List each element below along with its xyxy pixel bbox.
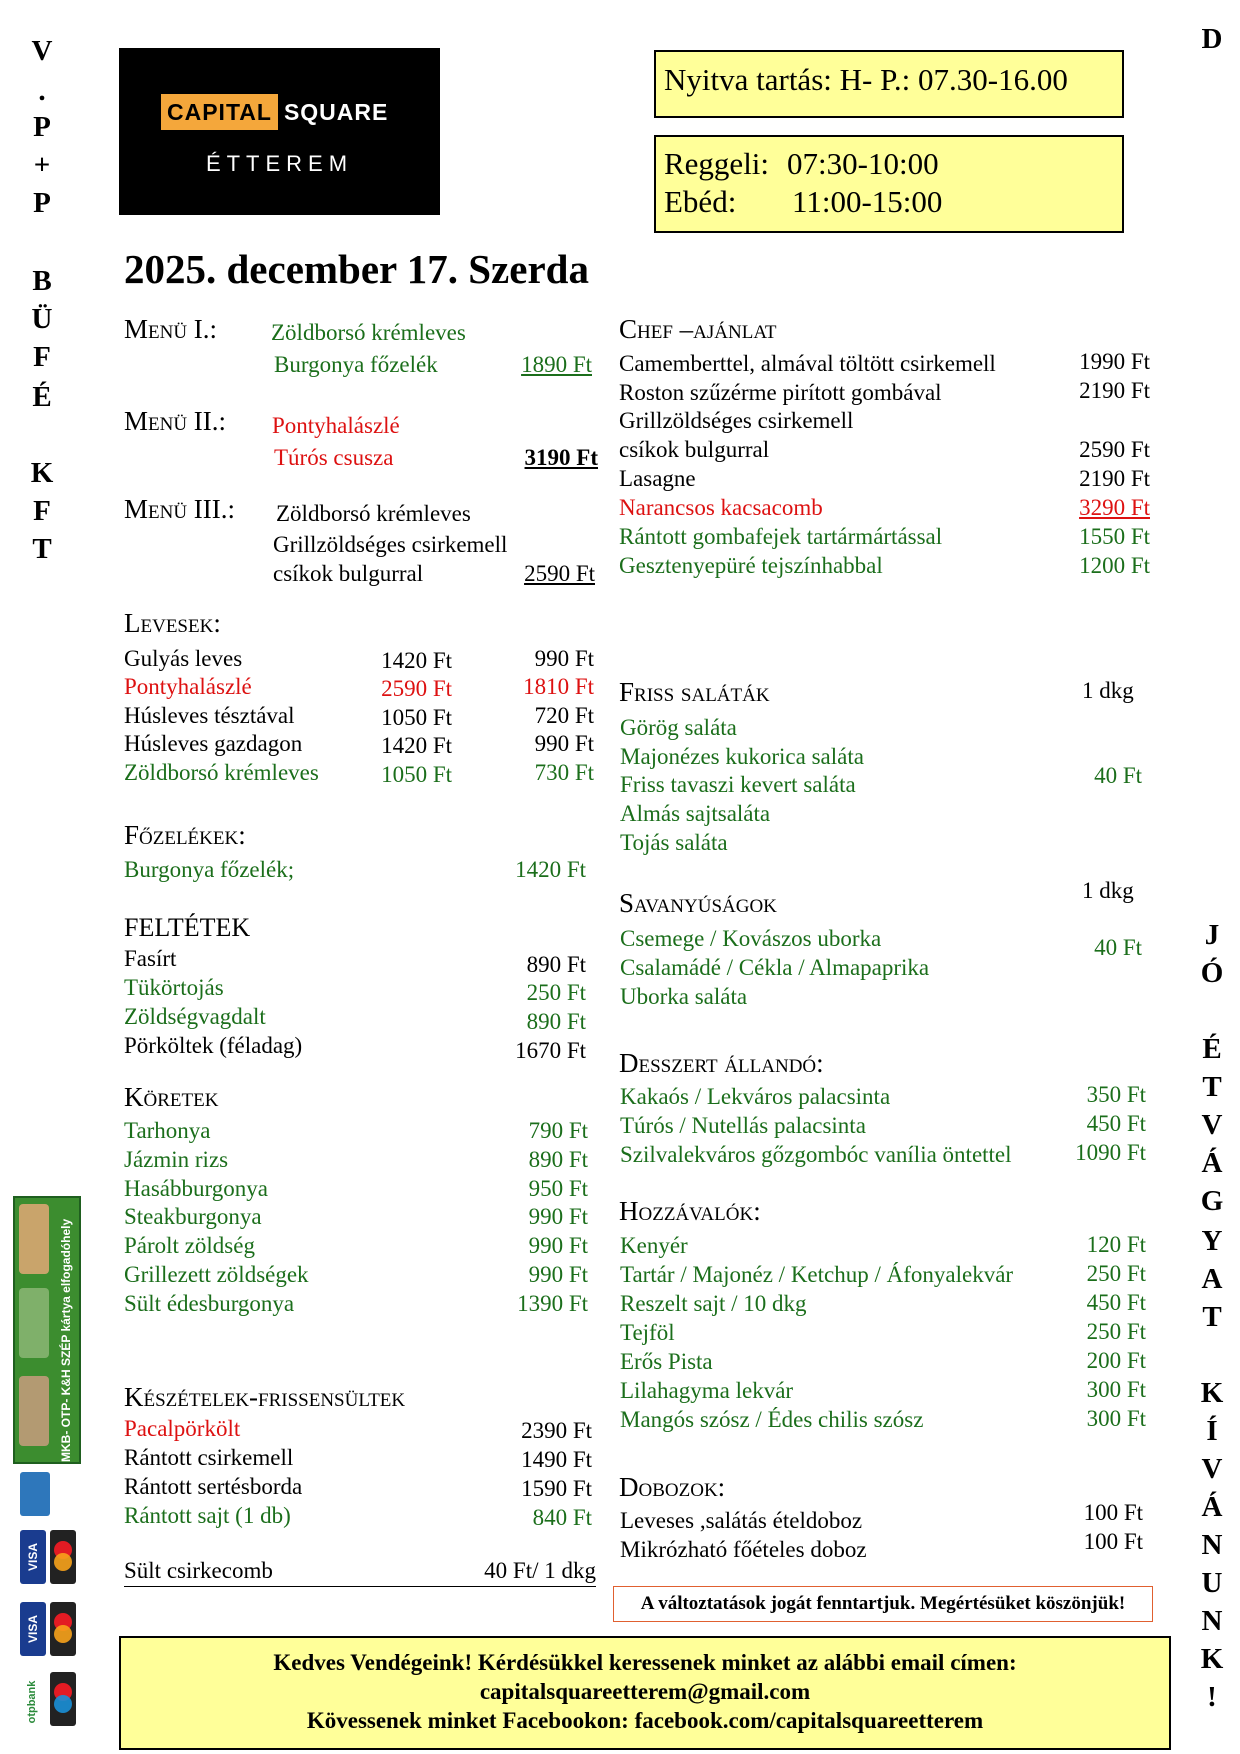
extra-price: 120 Ft	[1086, 1232, 1146, 1257]
footer-facebook: Kövessenek minket Facebookon: facebook.com/capitalsquareetterem	[306, 1708, 984, 1733]
footer-line-1: Kedves Vendégeink! Kérdésükkel keressenek minket az alábbi email címen:	[273, 1650, 1017, 1675]
chef-item-name: Lasagne	[619, 466, 696, 491]
left-letter: É	[32, 381, 52, 413]
keszetel-price: 1490 Ft	[521, 1447, 592, 1472]
koret-name: Jázmin rizs	[124, 1147, 229, 1172]
box-name: Mikrózható főételes doboz	[620, 1537, 867, 1562]
soups-heading: Levesek:	[124, 608, 221, 638]
keszetel-name: Rántott sertésborda	[124, 1474, 303, 1499]
breakfast-label: Reggeli:	[664, 146, 770, 181]
koret-price: 890 Ft	[528, 1147, 588, 1172]
dessert-name: Kakaós / Lekváros palacsinta	[620, 1084, 891, 1109]
dessert-price: 450 Ft	[1086, 1111, 1146, 1136]
visa-label: VISA	[26, 1543, 40, 1572]
menu-3-price: 2590 Ft	[524, 561, 595, 586]
keszetel-price: 840 Ft	[532, 1505, 592, 1530]
salad-name: Majonézes kukorica saláta	[620, 744, 864, 769]
left-letter: +	[33, 149, 51, 181]
lunch-time: 11:00-15:00	[792, 184, 943, 219]
koret-name: Párolt zöldség	[124, 1233, 255, 1258]
extra-name: Tartár / Majonéz / Ketchup / Áfonyalekvár	[620, 1262, 1014, 1287]
extra-price: 250 Ft	[1086, 1319, 1146, 1344]
soup-price-half: 990 Ft	[534, 731, 594, 756]
chef-item-price: 2190 Ft	[1079, 466, 1150, 491]
pickle-name: Csemege / Kovászos uborka	[620, 926, 882, 951]
feltet-price: 890 Ft	[526, 952, 586, 977]
koret-price: 990 Ft	[528, 1262, 588, 1287]
logo-brand	[161, 94, 394, 130]
salads-unit: 1 dkg	[1082, 678, 1134, 703]
extras-heading: Hozzávalók:	[619, 1196, 761, 1226]
dessert-heading: Desszert állandó:	[619, 1048, 824, 1078]
koret-price: 990 Ft	[528, 1233, 588, 1258]
notice-text: A változtatások jogát fenntartjuk. Megértésüket köszönjük!	[640, 1593, 1126, 1614]
right-letter: Y	[1201, 1225, 1223, 1257]
left-letter: .	[38, 75, 46, 107]
feltet-price: 1670 Ft	[515, 1038, 586, 1063]
chef-item-name: Camemberttel, almával töltött csirkemell	[619, 351, 996, 376]
salad-name: Tojás saláta	[620, 830, 728, 855]
keszetel-last-name: Sült csirkecomb	[124, 1558, 273, 1583]
soup-price-half: 990 Ft	[534, 646, 594, 671]
extra-price: 300 Ft	[1086, 1377, 1146, 1402]
chef-item-name: Grillzöldséges csirkemell	[619, 408, 854, 433]
menu-2-item-1: Pontyhalászlé	[272, 413, 400, 438]
salads-heading: Friss saláták	[619, 677, 770, 707]
menu-2-price: 3190 Ft	[524, 445, 598, 470]
otpbank-logo	[16, 1672, 46, 1732]
meal-times-box	[654, 135, 1124, 233]
koret-name: Grillezett zöldségek	[124, 1262, 309, 1287]
box-price: 100 Ft	[1083, 1500, 1143, 1525]
logo-subtitle: ÉTTEREM	[205, 151, 354, 176]
chicken-row	[124, 1558, 596, 1587]
left-letter: P	[33, 187, 51, 219]
right-letter: Í	[1206, 1415, 1218, 1447]
chef-item-name: Gesztenyepüré tejszínhabbal	[619, 553, 883, 578]
soup-price-full: 1420 Ft	[381, 648, 452, 673]
left-letter: Ü	[31, 303, 53, 335]
koret-price: 990 Ft	[528, 1204, 588, 1229]
keszetel-price: 1590 Ft	[521, 1476, 592, 1501]
maestro-circles-icon	[50, 1602, 76, 1656]
lunch-label: Ebéd:	[664, 184, 737, 219]
koret-price: 950 Ft	[528, 1176, 588, 1201]
soup-price-full: 1050 Ft	[381, 762, 452, 787]
pickles-heading: Savanyúságok	[619, 888, 777, 918]
soup-price-half: 1810 Ft	[523, 674, 594, 699]
menu-1-item-2: Burgonya főzelék	[274, 352, 438, 377]
box-price: 100 Ft	[1083, 1529, 1143, 1554]
right-top-letter: D	[1201, 23, 1223, 55]
soup-price-full: 1050 Ft	[381, 705, 452, 730]
menu-2-label: Menü II.:	[124, 406, 227, 436]
soup-name: Zöldborsó krémleves	[124, 760, 319, 785]
keszetel-price: 2390 Ft	[521, 1418, 592, 1443]
chef-item-name: Rántott gombafejek tartármártással	[619, 524, 943, 549]
maestro-circles-icon	[50, 1672, 76, 1726]
maestro-card-icon-2	[50, 1672, 76, 1726]
left-letter: F	[33, 495, 51, 527]
keszetel-name: Pacalpörkölt	[124, 1416, 241, 1441]
soup-name: Pontyhalászlé	[124, 674, 252, 699]
feltet-name: Pörköltek (féladag)	[124, 1033, 303, 1058]
left-letter: V	[31, 35, 53, 67]
extra-price: 250 Ft	[1086, 1261, 1146, 1286]
fozelek-name: Burgonya főzelék;	[124, 857, 295, 882]
koret-name: Steakburgonya	[124, 1204, 262, 1229]
salad-name: Almás sajtsaláta	[620, 801, 771, 826]
menu-3-item-1: Zöldborsó krémleves	[276, 501, 471, 526]
extra-name: Erős Pista	[620, 1349, 713, 1374]
koret-price: 1390 Ft	[517, 1291, 588, 1316]
chef-item-price: 1990 Ft	[1079, 349, 1150, 374]
visa-electron-card-icon	[20, 1602, 46, 1656]
chef-item-price: 3290 Ft	[1079, 495, 1150, 520]
menu-date: 2025. december 17. Szerda	[124, 246, 589, 292]
pickles-unit: 1 dkg	[1082, 878, 1134, 903]
right-letter: Ó	[1200, 957, 1224, 989]
chef-item-price: 1550 Ft	[1079, 524, 1150, 549]
menu-1-label: Menü I.:	[124, 314, 218, 344]
dessert-price: 350 Ft	[1086, 1082, 1146, 1107]
left-letter: F	[33, 341, 51, 373]
koret-price: 790 Ft	[528, 1118, 588, 1143]
menu-2-item-2: Túrós csusza	[274, 445, 394, 470]
menu-3-label: Menü III.:	[124, 494, 236, 524]
left-letter: K	[30, 457, 54, 489]
menu-3-item-2: Grillzöldséges csirkemell	[273, 532, 508, 557]
chef-heading: Chef –ajánlat	[619, 314, 777, 344]
salads-price: 40 Ft	[1094, 763, 1142, 788]
feltetek-heading: FELTÉTEK	[124, 913, 251, 942]
boxes-heading: Dobozok:	[619, 1472, 726, 1502]
otpbank-label: otpbank	[26, 1680, 38, 1724]
extra-name: Mangós szósz / Édes chilis szósz	[620, 1407, 924, 1432]
footer-email: capitalsquareetterem@gmail.com	[479, 1679, 811, 1704]
chef-item-name: csíkok bulgurral	[619, 437, 770, 462]
keszetel-name: Rántott sajt (1 db)	[124, 1503, 291, 1528]
visa-electron-label: VISA	[26, 1615, 40, 1644]
keszetel-name: Rántott csirkemell	[124, 1445, 294, 1470]
szep-photo-2	[19, 1288, 49, 1358]
visa-card-icon	[20, 1530, 46, 1584]
right-letter: N	[1201, 1605, 1223, 1637]
right-letter: Á	[1201, 1147, 1223, 1179]
extra-price: 450 Ft	[1086, 1290, 1146, 1315]
opening-hours: Nyitva tartás: H- P.: 07.30-16.00	[664, 62, 1068, 97]
keszetelek-heading: Készételek-frissensültek	[124, 1382, 406, 1412]
fozelek-price: 1420 Ft	[515, 857, 586, 882]
right-letter: U	[1201, 1567, 1223, 1599]
feltet-price: 890 Ft	[526, 1009, 586, 1034]
salad-name: Friss tavaszi kevert saláta	[620, 772, 856, 797]
pickle-name: Uborka saláta	[620, 984, 748, 1009]
soup-name: Húsleves gazdagon	[124, 731, 303, 756]
feltet-price: 250 Ft	[526, 980, 586, 1005]
szep-photo-3	[19, 1376, 49, 1446]
feltet-name: Fasírt	[124, 946, 177, 971]
dessert-name: Szilvalekváros gőzgombóc vanília öntettel	[620, 1142, 1012, 1167]
maestro-card-icon	[50, 1602, 76, 1656]
restaurant-logo	[119, 48, 440, 215]
right-letter: Á	[1201, 1491, 1223, 1523]
koretek-heading: Köretek	[124, 1082, 219, 1112]
szep-card-text: MKB- OTP- K&H SZÉP kártya elfogadóhely	[59, 1218, 73, 1462]
chef-item-name: Roston szűzérme pirított gombával	[619, 380, 942, 405]
box-name: Leveses ,salátás ételdoboz	[620, 1508, 863, 1533]
extra-name: Lilahagyma lekvár	[620, 1378, 794, 1403]
left-letter: P	[33, 111, 51, 143]
right-letter: !	[1207, 1681, 1217, 1713]
koret-name: Sült édesburgonya	[124, 1291, 295, 1316]
right-letter: V	[1201, 1109, 1223, 1141]
logo-brand-right: SQUARE	[283, 99, 389, 125]
right-letter: G	[1200, 1185, 1224, 1217]
breakfast-time: 07:30-10:00	[787, 146, 939, 181]
right-letter: V	[1201, 1453, 1223, 1485]
right-letter: É	[1202, 1033, 1222, 1065]
chef-item-name: Narancsos kacsacomb	[619, 495, 823, 520]
logo-brand-left: CAPITAL	[161, 94, 278, 130]
soup-price-full: 1420 Ft	[381, 733, 452, 758]
soup-name: Húsleves tésztával	[124, 703, 295, 728]
mastercard-circles-icon	[50, 1530, 76, 1584]
szep-card-banner	[13, 1196, 81, 1464]
mastercard-icon	[50, 1530, 76, 1584]
fozelek-heading: Főzelékek:	[124, 820, 246, 850]
right-letter: K	[1200, 1643, 1224, 1675]
koret-name: Hasábburgonya	[124, 1176, 268, 1201]
extra-price: 200 Ft	[1086, 1348, 1146, 1373]
szep-photo-1	[19, 1204, 49, 1274]
left-letter: T	[32, 533, 52, 565]
salad-name: Görög saláta	[620, 715, 737, 740]
chef-item-price: 2190 Ft	[1079, 378, 1150, 403]
dessert-price: 1090 Ft	[1075, 1140, 1146, 1165]
chef-item-price: 2590 Ft	[1079, 437, 1150, 462]
pickles-price: 40 Ft	[1094, 935, 1142, 960]
right-letter: J	[1204, 919, 1220, 951]
right-letter: N	[1201, 1529, 1223, 1561]
right-letter: T	[1202, 1071, 1222, 1103]
chef-item-price: 1200 Ft	[1079, 553, 1150, 578]
contact-footer	[119, 1636, 1171, 1750]
amex-card-icon	[20, 1472, 50, 1516]
extra-name: Tejföl	[620, 1320, 675, 1345]
feltet-name: Tükörtojás	[124, 975, 224, 1000]
right-letter: T	[1202, 1301, 1222, 1333]
extra-name: Kenyér	[620, 1233, 688, 1258]
menu-1-item-1: Zöldborsó krémleves	[271, 320, 466, 345]
right-letter: A	[1201, 1263, 1223, 1295]
notice-box	[613, 1586, 1153, 1622]
feltet-name: Zöldségvagdalt	[124, 1004, 266, 1029]
keszetel-last-price: 40 Ft/ 1 dkg	[484, 1558, 596, 1583]
menu-1-price: 1890 Ft	[521, 352, 592, 377]
left-letter: B	[32, 265, 52, 297]
soup-price-half: 720 Ft	[534, 703, 594, 728]
koret-name: Tarhonya	[124, 1118, 211, 1143]
soup-name: Gulyás leves	[124, 646, 243, 671]
soup-price-full: 2590 Ft	[381, 676, 452, 701]
extra-price: 300 Ft	[1086, 1406, 1146, 1431]
opening-hours-box	[654, 50, 1124, 118]
extra-name: Reszelt sajt / 10 dkg	[620, 1291, 807, 1316]
right-letter: K	[1200, 1377, 1224, 1409]
menu-3-item-3: csíkok bulgurral	[273, 561, 424, 586]
dessert-name: Túrós / Nutellás palacsinta	[620, 1113, 866, 1138]
soup-price-half: 730 Ft	[534, 760, 594, 785]
pickle-name: Csalamádé / Cékla / Almapaprika	[620, 955, 930, 980]
